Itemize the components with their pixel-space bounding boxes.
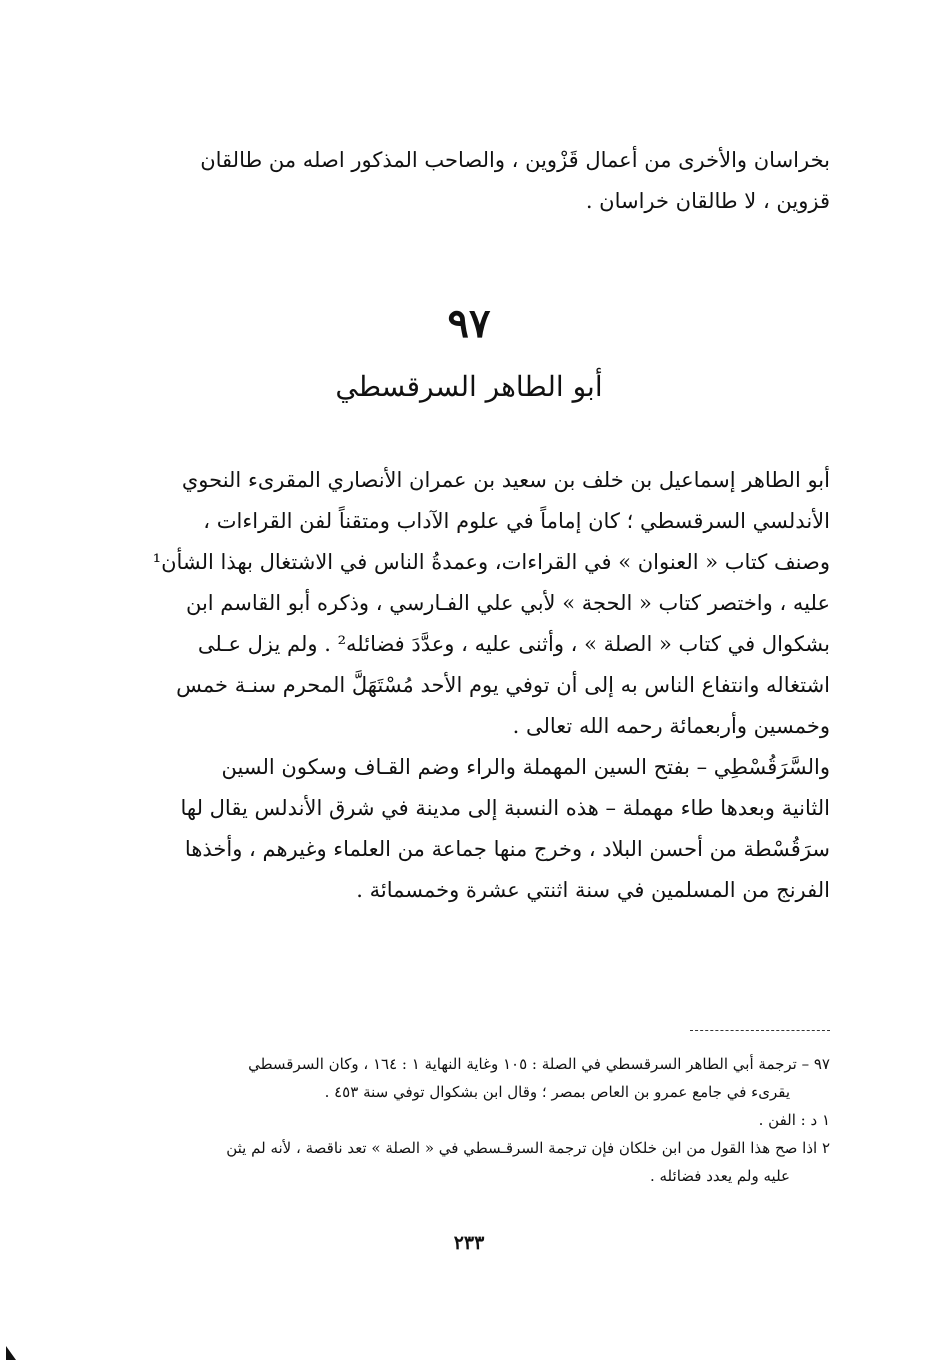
section-title: أبو الطاهر السرقسطي: [335, 370, 603, 403]
footnote-2: ٢ اذا صح هذا القول من ابن خلكان فإن ترجمة السرقـسطي في « الصلة » تعد ناقصة ، لأنه لم يثن: [226, 1139, 830, 1157]
page-number: ٢٣٣: [453, 1232, 485, 1254]
text-line: اشتغاله وانتفاع الناس به إلى أن توفي يوم الأحد مُسْتَهَلَّ المحرم سنـة خمس: [176, 673, 830, 697]
text-line: الفرنج من المسلمين في سنة اثنتي عشرة وخمسمائة .: [356, 878, 830, 902]
text-line: الأندلسي السرقسطي ؛ كان إماماً في علوم الآداب ومتقناً لفن القراءات ،: [203, 509, 830, 533]
text-line: بخراسان والأخرى من أعمال قَزْوين ، والصاحب المذكور اصله من طالقان: [200, 148, 830, 172]
footnotes: [130, 1050, 830, 1190]
top-paragraph: [130, 140, 830, 222]
biography-body: [130, 460, 830, 911]
footnote-97-continuation: يقرىء في جامع عمرو بن العاص بمصر ؛ وقال ابن بشكوال توفي سنة ٤٥٣ .: [324, 1083, 790, 1101]
text-line: عليه ، واختصر كتاب « الحجة » لأبي علي الفـارسي ، وذكره أبو القاسم ابن: [185, 591, 830, 615]
corner-mark: [6, 1346, 16, 1360]
footnote-2-continuation: عليه ولم يعدد فضائله .: [649, 1167, 790, 1185]
footnote-separator: [690, 1030, 830, 1031]
text-line: بشكوال في كتاب « الصلة » ، وأثنى عليه ، وعدَّدَ فضائله² . ولم يزل عـلى: [197, 632, 830, 656]
text-line: أبو الطاهر إسماعيل بن خلف بن سعيد بن عمران الأنصاري المقرىء النحوي: [181, 468, 830, 492]
text-line: وخمسين وأربعمائة رحمه الله تعالى .: [512, 714, 830, 738]
text-line: قزوين ، لا طالقان خراسان .: [585, 189, 830, 213]
text-line: سرَقُسْطة من أحسن البلاد ، وخرج منها جماعة من العلماء وغيرهم ، وأخذها: [184, 837, 830, 861]
text-line: والسَّرَقُسْطِي – بفتح السين المهملة والراء وضم القـاف وسكون السين: [221, 755, 830, 779]
section-number: ٩٧: [447, 300, 491, 347]
text-line: الثانية وبعدها طاء مهملة – هذه النسبة إلى مدينة في شرق الأندلس يقال لها: [180, 796, 830, 820]
text-line: وصنف كتاب « العنوان » في القراءات، وعمدةُ الناس في الاشتغال بهذا الشأن¹: [152, 550, 830, 574]
footnote-97: ٩٧ – ترجمة أبي الطاهر السرقسطي في الصلة : ١٠٥ وغاية النهاية ١ : ١٦٤ ، وكان السرقسطي: [248, 1055, 830, 1073]
footnote-1: ١ د : الفن .: [758, 1111, 830, 1129]
